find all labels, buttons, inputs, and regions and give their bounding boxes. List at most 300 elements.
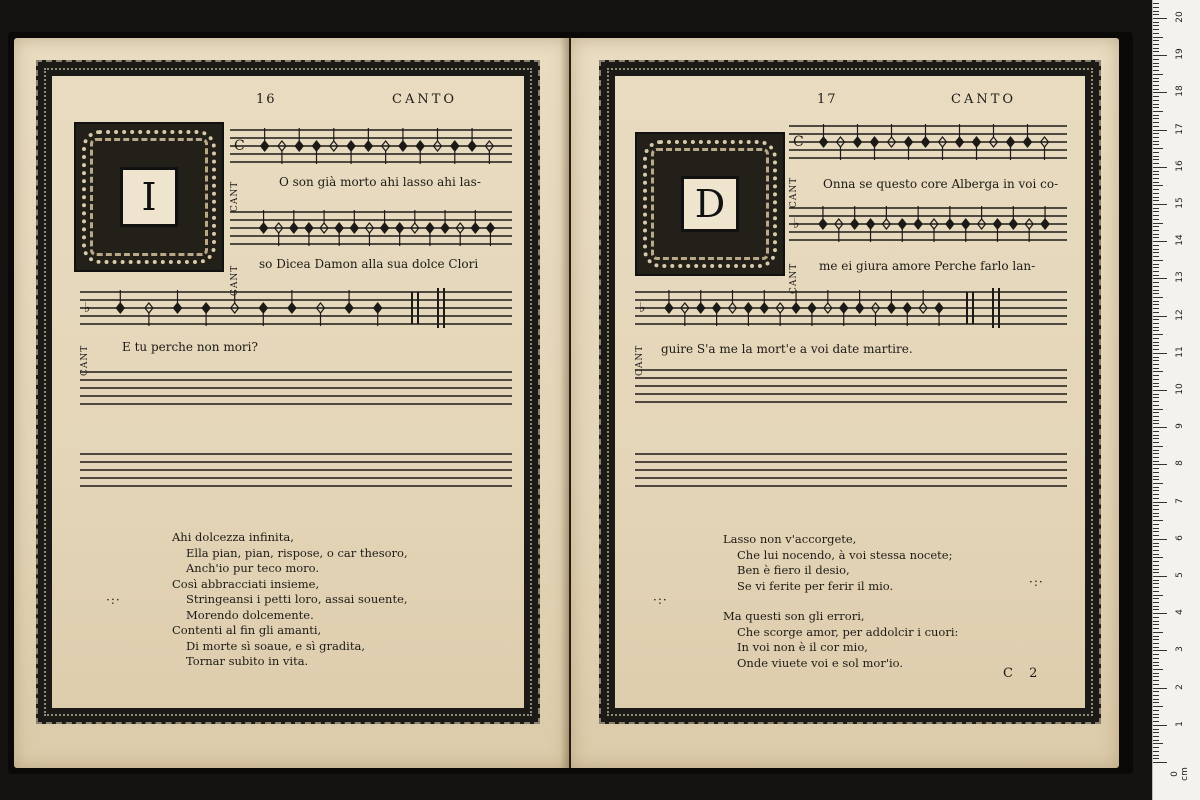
ruler-tick <box>1153 397 1159 398</box>
clef-symbol: ♭ <box>793 216 800 232</box>
ruler-tick <box>1153 546 1159 547</box>
ruler-tick <box>1153 695 1159 696</box>
music-note <box>451 141 459 164</box>
ruler-tick <box>1153 301 1159 302</box>
music-staff-2 <box>789 200 1067 248</box>
music-note <box>320 210 328 233</box>
music-note <box>962 219 970 242</box>
music-note <box>426 223 434 246</box>
ruler-tick <box>1153 211 1159 212</box>
ruler-tick <box>1153 63 1159 64</box>
music-note <box>808 303 816 326</box>
ruler-tick <box>1153 717 1159 718</box>
right-page <box>571 38 1119 768</box>
music-note <box>760 290 768 313</box>
ruler-tick <box>1153 710 1159 711</box>
ruler-tick <box>1153 11 1159 12</box>
lyric-line-2: me ei giura amore Perche farlo lan- <box>819 259 1036 273</box>
ruler-tick <box>1153 662 1159 663</box>
music-note <box>1041 206 1049 229</box>
music-note <box>313 141 321 164</box>
ruler-tick <box>1153 472 1159 473</box>
ruler-number: 12 <box>1175 308 1185 321</box>
ruler-tick <box>1153 208 1159 209</box>
ruler-tick <box>1153 468 1159 469</box>
ruler-tick <box>1153 438 1159 439</box>
ruler-number: 7 <box>1175 497 1185 504</box>
verse-line: Che scorge amor, per addolcir i cuori: <box>737 624 959 639</box>
music-note <box>990 124 998 147</box>
ruler-tick <box>1153 580 1159 581</box>
ruler-tick <box>1153 572 1159 573</box>
voice-label: CANTO <box>951 92 1017 107</box>
music-note <box>364 128 372 151</box>
music-note <box>471 210 479 233</box>
ruler-tick <box>1153 636 1159 637</box>
ruler-tick <box>1153 260 1163 261</box>
ruler-tick <box>1153 122 1159 123</box>
ruler-number: 16 <box>1175 160 1185 172</box>
ruler-tick <box>1153 271 1159 272</box>
music-note <box>1041 137 1049 160</box>
signature-mark: C 2 <box>1003 666 1044 681</box>
ruler-tick <box>1153 587 1159 588</box>
ruler-tick <box>1153 330 1159 331</box>
decorated-initial <box>635 132 785 276</box>
ruler-tick <box>1153 487 1159 488</box>
ruler-tick <box>1153 550 1159 551</box>
music-staff-2 <box>230 204 512 252</box>
ruler-tick <box>1153 126 1159 127</box>
ruler-tick <box>1153 81 1159 82</box>
ruler-tick <box>1153 338 1159 339</box>
ruler-tick <box>1153 182 1159 183</box>
lyric-line-1: O son già morto ahi lasso ahi las- <box>279 175 481 189</box>
ruler-unit-label: 0 cm <box>1170 767 1190 781</box>
ruler-tick <box>1153 48 1159 49</box>
music-note <box>347 141 355 164</box>
ruler-tick <box>1153 334 1163 335</box>
ruler-tick <box>1153 230 1159 231</box>
music-note <box>116 290 124 313</box>
music-note <box>939 137 947 160</box>
ruler-tick <box>1153 647 1159 648</box>
music-note <box>259 303 267 326</box>
ruler-tick <box>1153 643 1159 644</box>
ruler-tick <box>1153 591 1159 592</box>
ruler-tick <box>1153 360 1159 361</box>
ruler-number: 19 <box>1175 48 1185 60</box>
music-note <box>729 290 737 313</box>
music-note <box>468 128 476 151</box>
verse-line: Tornar subito in vita. <box>186 654 309 668</box>
ruler-tick <box>1153 427 1167 428</box>
ruler-number: 17 <box>1175 122 1185 135</box>
voice-indicator: CANT <box>230 180 240 212</box>
verse-stanza-1 <box>723 532 958 671</box>
music-note <box>792 290 800 313</box>
ruler-tick <box>1153 502 1167 503</box>
ruler-tick <box>1153 223 1163 224</box>
ruler-tick <box>1153 308 1159 309</box>
ruler-tick <box>1153 115 1159 116</box>
clef-symbol: ♭ <box>639 300 646 316</box>
ruler-tick <box>1153 237 1159 238</box>
empty-staff-2 <box>635 448 1067 492</box>
music-note <box>1025 219 1033 242</box>
ruler-tick <box>1153 342 1159 343</box>
ruler-tick <box>1153 621 1159 622</box>
ruler-tick <box>1153 100 1159 101</box>
ruler-tick <box>1153 390 1167 391</box>
ruler-tick <box>1153 85 1159 86</box>
ruler-tick <box>1153 602 1159 603</box>
ruler-tick <box>1153 702 1159 703</box>
verse-text <box>172 530 408 670</box>
voice-indicator: CANT <box>230 264 240 296</box>
ruler-tick <box>1153 762 1167 763</box>
initial-letter: D <box>681 176 739 232</box>
music-note <box>914 206 922 229</box>
ruler-tick <box>1153 226 1159 227</box>
music-note <box>882 206 890 229</box>
ruler-tick <box>1153 379 1159 380</box>
verse-line: Ma questi son gli errori, <box>723 609 865 623</box>
music-note <box>345 290 353 313</box>
music-note <box>993 219 1001 242</box>
ruler-tick <box>1153 353 1167 354</box>
music-note <box>1007 137 1015 160</box>
verse-line: Ben è fiero il desio, <box>737 563 850 577</box>
ruler-tick <box>1153 498 1159 499</box>
empty-staff-2 <box>80 448 512 492</box>
ruler-tick <box>1153 420 1159 421</box>
ruler-tick <box>1153 286 1159 287</box>
ruler-tick <box>1153 583 1159 584</box>
ruler-tick <box>1153 423 1159 424</box>
music-note <box>824 290 832 313</box>
verse-line: Stringeansi i petti loro, assai souente, <box>186 592 408 606</box>
music-note <box>231 290 239 313</box>
ruler-tick <box>1153 252 1159 253</box>
ruler-tick <box>1153 714 1159 715</box>
ruler-number: 4 <box>1175 609 1185 616</box>
ruler-tick <box>1153 409 1163 410</box>
ruler-number: 14 <box>1175 234 1185 246</box>
music-note <box>396 223 404 246</box>
ruler-tick <box>1153 751 1159 752</box>
empty-staff-1 <box>80 366 512 410</box>
ruler-tick <box>1153 576 1167 577</box>
ruler-tick <box>1153 617 1159 618</box>
ruler-tick <box>1153 747 1159 748</box>
music-note <box>202 303 210 326</box>
ruler-tick <box>1153 650 1167 651</box>
ruler-tick <box>1153 658 1159 659</box>
music-note <box>819 206 827 229</box>
ruler-tick <box>1153 453 1159 454</box>
music-staff-1 <box>789 118 1067 166</box>
ruler-tick <box>1153 193 1159 194</box>
ruler-tick <box>1153 241 1167 242</box>
music-note <box>888 124 896 147</box>
ruler-tick <box>1153 405 1159 406</box>
ruler-number: 3 <box>1175 646 1185 653</box>
lyric-line-3: guire S'a me la mort'e a voi date martire. <box>661 342 913 356</box>
ruler-tick <box>1153 59 1159 60</box>
music-note <box>288 290 296 313</box>
voice-indicator: CANT <box>789 262 799 294</box>
ruler-tick <box>1153 137 1159 138</box>
ruler-number: 1 <box>1175 720 1185 727</box>
ruler-tick <box>1153 368 1159 369</box>
music-note <box>374 303 382 326</box>
ruler-tick <box>1153 327 1159 328</box>
ruler-tick <box>1153 89 1159 90</box>
verse-line: Che lui nocendo, à voi stessa nocete; <box>737 547 953 562</box>
ruler-number: 11 <box>1175 346 1185 358</box>
empty-staff-1 <box>635 364 1067 408</box>
music-note <box>305 223 313 246</box>
music-note <box>290 210 298 233</box>
ruler-tick <box>1153 528 1159 529</box>
ruler-tick <box>1153 609 1159 610</box>
ruler-tick <box>1153 743 1163 744</box>
ruler-tick <box>1153 684 1159 685</box>
music-note <box>851 206 859 229</box>
ruler-tick <box>1153 431 1159 432</box>
ruler-tick <box>1153 219 1159 220</box>
ruler-tick <box>1153 442 1159 443</box>
ruler-tick <box>1153 51 1159 52</box>
ruler-tick <box>1153 416 1159 417</box>
ruler-tick <box>1153 44 1159 45</box>
clef-symbol: ♭ <box>84 300 91 316</box>
lyric-line-3: E tu perche non mori? <box>122 340 258 354</box>
ruler-tick <box>1153 371 1163 372</box>
ruler-tick <box>1153 755 1159 756</box>
ruler-tick <box>1153 740 1159 741</box>
music-note <box>871 137 879 160</box>
ruler-tick <box>1153 688 1167 689</box>
ruler-tick <box>1153 133 1159 134</box>
ruler-number: 6 <box>1175 534 1185 541</box>
ruler-tick <box>1153 92 1167 93</box>
ruler-tick <box>1153 55 1167 56</box>
music-note <box>905 137 913 160</box>
verse-line: Onde viuete voi e sol mor'io. <box>737 655 904 670</box>
ruler-number: 20 <box>1175 11 1185 23</box>
verse-line: Ella pian, pian, rispose, o car thesoro, <box>186 545 408 560</box>
ruler-tick <box>1153 167 1167 168</box>
ruler-tick <box>1153 152 1159 153</box>
music-note <box>275 223 283 246</box>
ruler-number: 10 <box>1175 383 1185 395</box>
music-note <box>903 303 911 326</box>
music-note <box>713 303 721 326</box>
ruler-tick <box>1153 29 1159 30</box>
music-note <box>820 124 828 147</box>
ruler-tick <box>1153 565 1159 566</box>
ruler-tick <box>1153 200 1159 201</box>
ruler-tick <box>1153 595 1163 596</box>
ruler-tick <box>1153 293 1159 294</box>
ruler-tick <box>1153 464 1167 465</box>
ruler-number: 2 <box>1175 683 1185 690</box>
music-note <box>485 141 493 164</box>
ruler-tick <box>1153 561 1159 562</box>
music-note <box>776 303 784 326</box>
music-note <box>872 303 880 326</box>
lyric-line-1: Onna se questo core Alberga in voi co- <box>823 177 1059 191</box>
verse-line: Se vi ferite per ferir il mio. <box>737 578 894 593</box>
measurement-ruler <box>1152 0 1200 800</box>
music-note <box>278 141 286 164</box>
ruler-tick <box>1153 394 1159 395</box>
verse-line: Contenti al fin gli amanti, <box>172 623 322 637</box>
ruler-tick <box>1153 111 1163 112</box>
ruler-tick <box>1153 171 1159 172</box>
music-note <box>946 206 954 229</box>
ruler-tick <box>1153 729 1159 730</box>
ruler-tick <box>1153 569 1159 570</box>
ruler-number: 9 <box>1175 423 1185 430</box>
music-staff-1 <box>230 122 512 170</box>
voice-indicator: CANT <box>80 344 90 376</box>
music-note <box>835 219 843 242</box>
ruler-tick <box>1153 22 1159 23</box>
ruler-tick <box>1153 278 1167 279</box>
ruler-tick <box>1153 264 1159 265</box>
ruler-tick <box>1153 104 1159 105</box>
music-note <box>898 219 906 242</box>
ruler-number: 15 <box>1175 197 1185 209</box>
ruler-tick <box>1153 7 1159 8</box>
music-note <box>935 303 943 326</box>
music-note <box>854 124 862 147</box>
music-note <box>922 124 930 147</box>
music-note <box>317 303 325 326</box>
ruler-tick <box>1153 557 1163 558</box>
ruler-tick <box>1153 725 1167 726</box>
ruler-tick <box>1153 345 1159 346</box>
ruler-tick <box>1153 412 1159 413</box>
ruler-tick <box>1153 185 1163 186</box>
ruler-tick <box>1153 70 1159 71</box>
ruler-tick <box>1153 476 1159 477</box>
music-note <box>930 219 938 242</box>
ruler-tick <box>1153 197 1159 198</box>
ruler-tick <box>1153 14 1159 15</box>
ruler-tick <box>1153 386 1159 387</box>
music-note <box>350 210 358 233</box>
ruler-tick <box>1153 74 1163 75</box>
ruler-tick <box>1153 174 1159 175</box>
ruler-tick <box>1153 383 1159 384</box>
music-staff-3 <box>80 284 512 332</box>
ruler-tick <box>1153 316 1167 317</box>
clef-symbol: C <box>234 138 245 154</box>
ruler-tick <box>1153 483 1163 484</box>
ruler-tick <box>1153 632 1163 633</box>
ruler-tick <box>1153 319 1159 320</box>
clef-symbol: C <box>793 134 804 150</box>
ruler-tick <box>1153 349 1159 350</box>
ruler-tick <box>1153 290 1159 291</box>
ruler-tick <box>1153 543 1159 544</box>
music-note <box>486 223 494 246</box>
ruler-tick <box>1153 33 1159 34</box>
music-staff-3 <box>635 284 1067 332</box>
ruler-tick <box>1153 96 1159 97</box>
ruler-tick <box>1153 654 1159 655</box>
ruler-tick <box>1153 535 1159 536</box>
ruler-tick <box>1153 401 1159 402</box>
ruler-tick <box>1153 505 1159 506</box>
verse-line: Morendo dolcemente. <box>186 607 314 622</box>
ruler-tick <box>1153 513 1159 514</box>
ruler-tick <box>1153 267 1159 268</box>
ruler-tick <box>1153 215 1159 216</box>
ruler-tick <box>1153 680 1159 681</box>
ruler-tick <box>1153 699 1159 700</box>
music-note <box>919 290 927 313</box>
music-note <box>840 303 848 326</box>
music-note <box>335 223 343 246</box>
music-note <box>1024 124 1032 147</box>
music-note <box>295 128 303 151</box>
ruler-tick <box>1153 706 1163 707</box>
ruler-tick <box>1153 758 1159 759</box>
music-note <box>399 128 407 151</box>
music-note <box>744 303 752 326</box>
ruler-tick <box>1153 732 1159 733</box>
decorated-initial <box>74 122 224 272</box>
music-note <box>174 290 182 313</box>
voice-indicator: CANT <box>789 176 799 208</box>
ruler-tick <box>1153 357 1159 358</box>
ruler-tick <box>1153 624 1159 625</box>
music-note <box>956 124 964 147</box>
music-note <box>456 223 464 246</box>
verse-line: Di morte sì soaue, e sì gradita, <box>186 638 365 653</box>
music-note <box>887 290 895 313</box>
ruler-tick <box>1153 457 1159 458</box>
verse-line: Così abbracciati insieme, <box>172 576 320 591</box>
ruler-tick <box>1153 25 1159 26</box>
page-number: 16 <box>256 92 277 107</box>
ruler-tick <box>1153 531 1159 532</box>
ruler-tick <box>1153 721 1159 722</box>
ruler-tick <box>1153 490 1159 491</box>
music-note <box>261 128 269 151</box>
ruler-tick <box>1153 494 1159 495</box>
ruler-tick <box>1153 673 1159 674</box>
ruler-tick <box>1153 669 1163 670</box>
initial-letter: I <box>120 167 178 227</box>
ruler-tick <box>1153 364 1159 365</box>
ruler-tick <box>1153 691 1159 692</box>
music-note <box>330 128 338 151</box>
ruler-tick <box>1153 524 1159 525</box>
ruler-tick <box>1153 178 1159 179</box>
music-note <box>416 141 424 164</box>
ruler-tick <box>1153 312 1159 313</box>
music-note <box>681 303 689 326</box>
music-note <box>856 290 864 313</box>
music-note <box>665 290 673 313</box>
ruler-tick <box>1153 479 1159 480</box>
